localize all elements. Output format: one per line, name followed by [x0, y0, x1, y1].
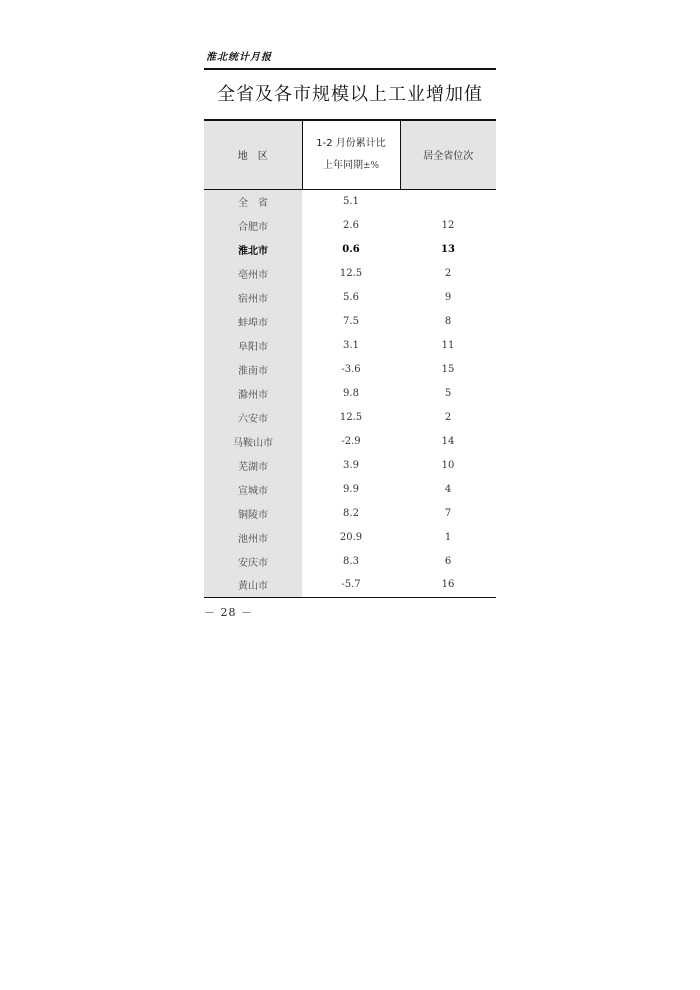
cell-growth: 8.2	[343, 507, 359, 519]
column-header-region	[204, 120, 302, 189]
table-row	[204, 501, 496, 525]
cell-region: 蚌埠市	[204, 309, 302, 333]
cell-growth: 3.9	[343, 459, 359, 471]
cell-growth: -3.6	[341, 363, 361, 375]
table-row	[204, 309, 496, 333]
cell-rank: 15	[441, 363, 455, 375]
table-row	[204, 549, 496, 573]
cell-region: 淮北市	[204, 237, 302, 261]
cell-rank: 1	[444, 531, 452, 543]
cell-region: 池州市	[204, 525, 302, 549]
column-header-growth-unit: ±%	[362, 160, 380, 171]
cell-rank: 4	[444, 483, 452, 495]
cell-growth: 7.5	[343, 315, 359, 327]
cell-growth: 5.1	[343, 195, 359, 207]
cell-region: 全 省	[204, 189, 302, 213]
column-header-growth	[302, 120, 400, 189]
table-row	[204, 357, 496, 381]
table-row	[204, 525, 496, 549]
statistics-table	[204, 119, 496, 598]
cell-growth: 0.6	[342, 243, 360, 255]
cell-region: 淮南市	[204, 357, 302, 381]
cell-growth: 20.9	[339, 531, 363, 543]
table-row	[204, 333, 496, 357]
cell-region: 阜阳市	[204, 333, 302, 357]
cell-rank: 2	[444, 411, 452, 423]
column-header-growth-line2-wrap	[303, 155, 400, 177]
cell-rank: 12	[441, 219, 455, 231]
cell-growth: -2.9	[341, 435, 361, 447]
table-row	[204, 573, 496, 597]
cell-region: 合肥市	[204, 213, 302, 237]
table-row	[204, 453, 496, 477]
cell-region: 宣城市	[204, 477, 302, 501]
table-header-row	[204, 120, 496, 189]
cell-growth: 9.9	[343, 483, 359, 495]
cell-region: 铜陵市	[204, 501, 302, 525]
cell-growth: 9.8	[343, 387, 359, 399]
table-row	[204, 285, 496, 309]
table-row	[204, 477, 496, 501]
cell-rank: 9	[444, 291, 452, 303]
cell-rank: 7	[444, 507, 452, 519]
page-number: － 28 －	[204, 606, 253, 619]
cell-region: 六安市	[204, 405, 302, 429]
cell-rank: 14	[441, 435, 455, 447]
cell-growth: 5.6	[343, 291, 359, 303]
running-head: 淮北统计月报	[206, 52, 272, 63]
column-header-region-label: 地 区	[237, 151, 268, 163]
cell-rank: 16	[400, 573, 496, 597]
cell-growth: 3.1	[343, 339, 359, 351]
cell-growth: 12.5	[339, 267, 363, 279]
header-rule	[204, 68, 496, 70]
cell-rank: 8	[444, 315, 452, 327]
column-header-growth-line1: 1-2 月份累计比	[316, 137, 386, 149]
cell-growth: 12.5	[339, 411, 363, 423]
cell-rank: 6	[444, 555, 452, 567]
cell-region: 黄山市	[204, 573, 302, 597]
cell-region: 亳州市	[204, 261, 302, 285]
table-body	[204, 189, 496, 597]
cell-region: 滁州市	[204, 381, 302, 405]
cell-region: 马鞍山市	[204, 429, 302, 453]
cell-rank	[400, 189, 496, 213]
table-row	[204, 213, 496, 237]
table-row	[204, 261, 496, 285]
cell-growth: 2.6	[343, 219, 359, 231]
cell-rank: 5	[444, 387, 452, 399]
cell-region: 宿州市	[204, 285, 302, 309]
table-row	[204, 429, 496, 453]
table-row	[204, 381, 496, 405]
cell-growth: -5.7	[302, 573, 400, 597]
cell-region: 安庆市	[204, 549, 302, 573]
page-title: 全省及各市规模以上工业增加值	[217, 84, 483, 105]
cell-rank: 11	[441, 339, 455, 351]
column-header-growth-line2: 上年同期	[322, 159, 363, 171]
cell-rank: 13	[441, 243, 455, 255]
cell-growth: 8.3	[343, 555, 359, 567]
table-row	[204, 405, 496, 429]
column-header-rank-label: 居全省位次	[423, 151, 474, 163]
table-row	[204, 189, 496, 213]
cell-rank: 2	[444, 267, 452, 279]
table-row	[204, 237, 496, 261]
cell-rank: 10	[441, 459, 455, 471]
column-header-rank	[400, 120, 496, 189]
cell-region: 芜湖市	[204, 453, 302, 477]
